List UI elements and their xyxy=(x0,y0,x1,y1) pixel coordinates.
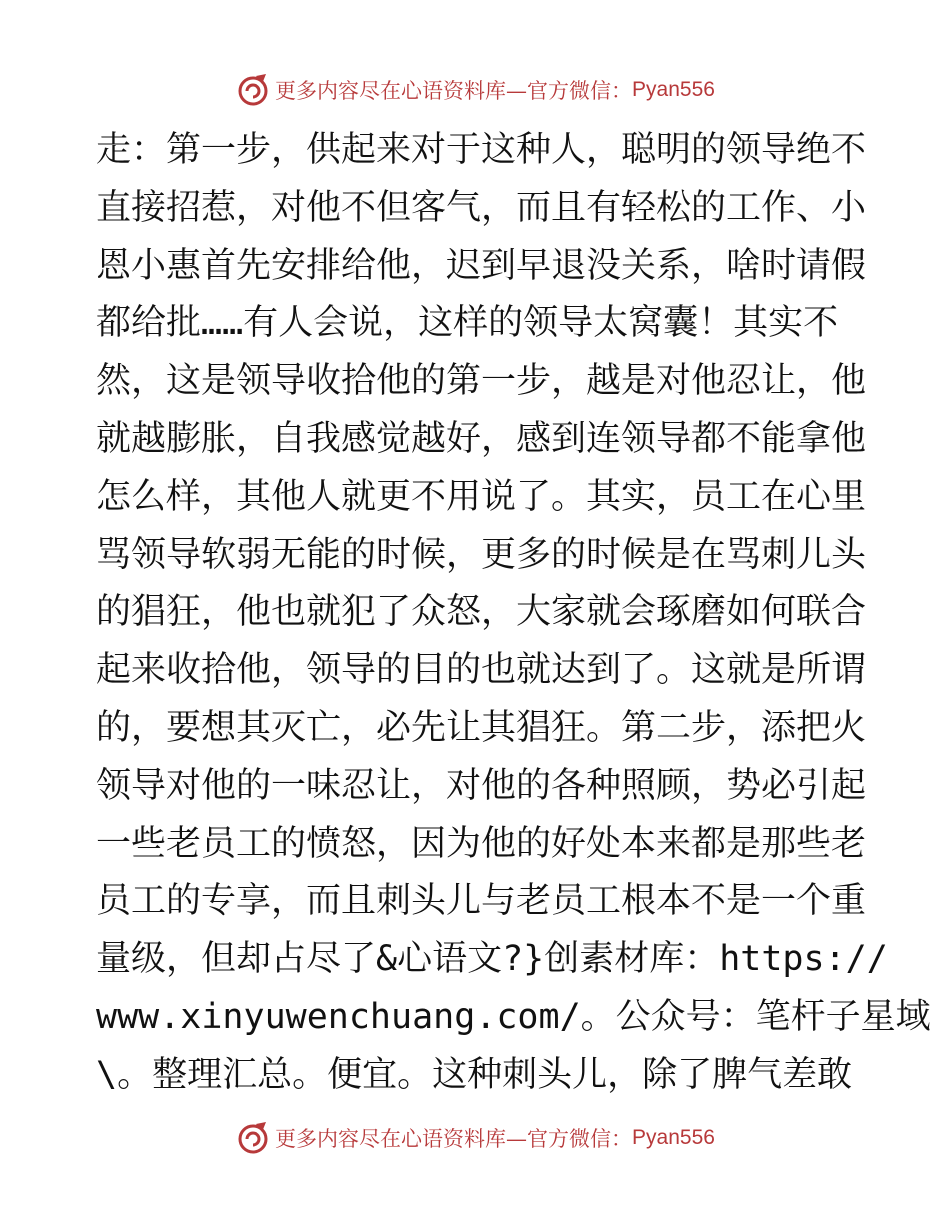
text-line: 的猖狂，他也就犯了众怒，大家就会琢磨如何联合 xyxy=(96,592,867,633)
text-line: 骂领导软弱无能的时候，更多的时候是在骂刺儿头 xyxy=(96,534,867,575)
footer-banner-text: 更多内容尽在心语资料库—官方微信： xyxy=(275,1127,633,1151)
text-line: 的，要想其灭亡，必先让其猖狂。第二步，添把火 xyxy=(96,707,867,748)
text-line: 起来收拾他，领导的目的也就达到了。这就是所谓 xyxy=(96,650,867,691)
text-line: 恩小惠首先安排给他，迟到早退没关系，啥时请假 xyxy=(96,245,867,286)
text-line: 怎么样，其他人就更不用说了。其实，员工在心里 xyxy=(96,476,867,517)
header-banner xyxy=(0,70,950,110)
text-line: 直接招惹，对他不但客气，而且有轻松的工作、小 xyxy=(96,187,867,228)
spiral-book-logo-icon xyxy=(235,72,271,108)
footer-wechat-id: Pyan556 xyxy=(632,1126,715,1149)
text-line: 然，这是领导收拾他的第一步，越是对他忍让，他 xyxy=(96,361,867,402)
spiral-book-logo-icon xyxy=(235,1120,271,1156)
text-line: www.xinyuwenchuang.com/。公众号：笔杆子星域 xyxy=(96,996,931,1037)
text-line: 量级，但却占尽了&心语文?}创素材库：https:// xyxy=(96,939,888,980)
header-wechat-id: Pyan556 xyxy=(632,78,715,101)
footer-banner xyxy=(0,1118,950,1158)
text-line: \。整理汇总。便宜。这种刺头儿，除了脾气差敢 xyxy=(96,1054,853,1095)
text-line: 一些老员工的愤怒，因为他的好处本来都是那些老 xyxy=(96,823,867,864)
text-line: 就越膨胀，自我感觉越好，感到连领导都不能拿他 xyxy=(96,418,867,459)
text-line: 领导对他的一味忍让，对他的各种照顾，势必引起 xyxy=(96,765,867,806)
text-line: 员工的专享，而且刺头儿与老员工根本不是一个重 xyxy=(96,881,867,922)
text-line: 走：第一步，供起来对于这种人，聪明的领导绝不 xyxy=(96,130,867,170)
document-body xyxy=(96,122,931,1105)
header-banner-text: 更多内容尽在心语资料库—官方微信： xyxy=(275,79,633,103)
text-line: 都给批……有人会说，这样的领导太窝囊！其实不 xyxy=(96,303,839,344)
